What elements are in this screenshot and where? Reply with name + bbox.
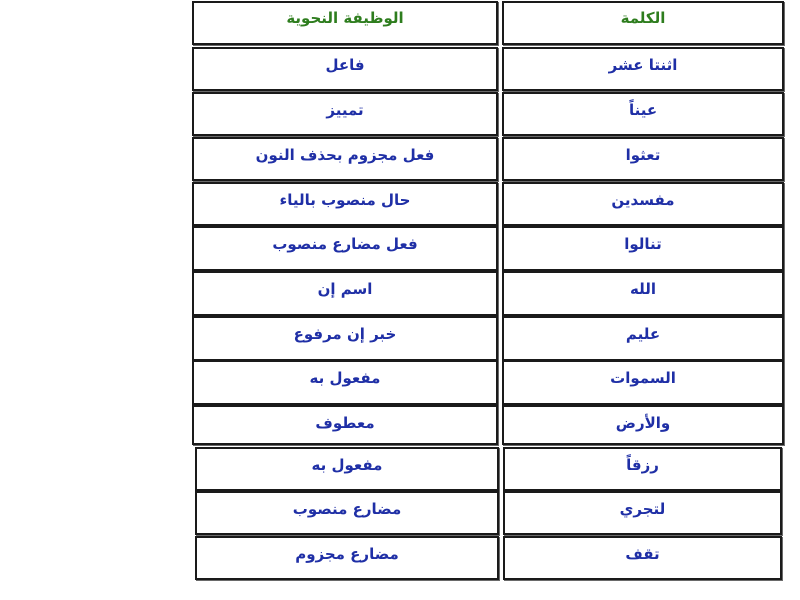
table-cell-function: اسم إن: [192, 271, 498, 316]
table-cell-word: مفسدين: [502, 182, 784, 226]
header-function: الوظيفة النحوية: [192, 1, 498, 45]
table-cell-word: عليم: [502, 316, 784, 361]
table-cell-word: عيناً: [502, 92, 784, 136]
table-cell-function: مضارع منصوب: [195, 491, 499, 535]
table-cell-function: فاعل: [192, 47, 498, 91]
table-cell-word: الله: [502, 271, 784, 316]
table-cell-word: تعثوا: [502, 137, 784, 181]
table-cell-function: فعل مضارع منصوب: [192, 226, 498, 271]
table-cell-function: تمييز: [192, 92, 498, 136]
table-cell-function: مضارع مجزوم: [195, 536, 499, 580]
table-cell-word: السموات: [502, 360, 784, 405]
table-cell-function: حال منصوب بالياء: [192, 182, 498, 226]
table-cell-word: تنالوا: [502, 226, 784, 271]
table-cell-word: اثنتا عشر: [502, 47, 784, 91]
table-cell-word: لتجري: [503, 491, 782, 535]
grammar-table: [192, 0, 784, 582]
table-cell-word: والأرض: [502, 405, 784, 445]
table-cell-function: خبر إن مرفوع: [192, 316, 498, 361]
table-cell-function: مفعول به: [192, 360, 498, 405]
table-cell-word: رزقاً: [503, 447, 782, 491]
table-cell-word: تقف: [503, 536, 782, 580]
header-word: الكلمة: [502, 1, 784, 45]
table-cell-function: مفعول به: [195, 447, 499, 491]
table-cell-function: فعل مجزوم بحذف النون: [192, 137, 498, 181]
table-cell-function: معطوف: [192, 405, 498, 445]
